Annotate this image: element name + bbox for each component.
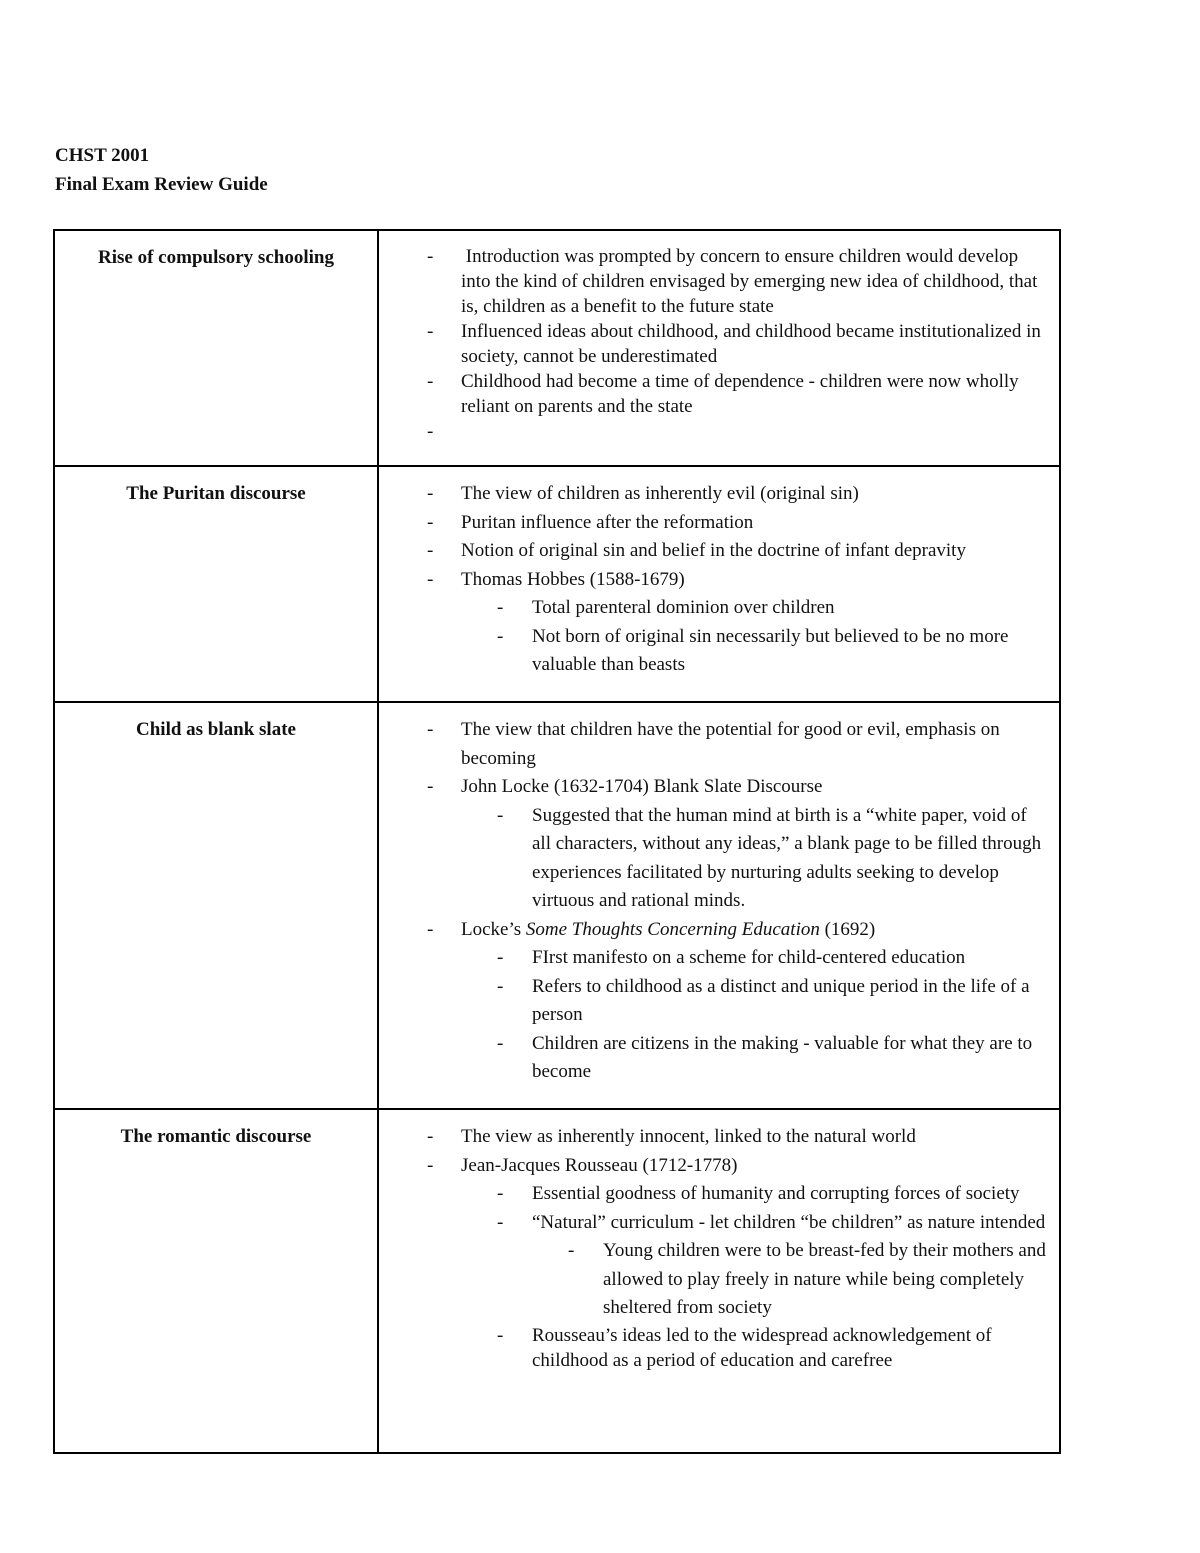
bullet-dash: - <box>427 246 434 267</box>
table-row <box>54 230 1060 466</box>
bullet-item <box>379 1030 1049 1087</box>
bullet-dash: - <box>497 1183 504 1204</box>
bullet-item <box>379 369 1049 419</box>
bullet-item <box>379 480 1049 509</box>
topic-label: The romantic discourse <box>120 1126 312 1147</box>
bullet-dash: - <box>497 1032 504 1054</box>
topic-label: Rise of compulsory schooling <box>98 247 334 268</box>
topic-cell <box>54 466 378 702</box>
bullet-dash: - <box>427 540 434 561</box>
bullet-dash: - <box>427 511 434 533</box>
course-code: CHST 2001 <box>55 145 150 166</box>
bullet-text: Childhood had become a time of dependence - children were now wholly reliant on parents and the state <box>461 371 1019 417</box>
bullet-text-pre: Locke’s <box>461 918 526 940</box>
bullet-text: Rousseau’s ideas led to the widespread acknowledgement of childhood as a period of education and carefree <box>532 1324 992 1371</box>
bullet-text: Not born of original sin necessarily but believed to be no more valuable than beasts <box>532 625 1009 675</box>
bullet-item <box>379 802 1049 916</box>
bullet-text: “Natural” curriculum - let children “be children” as nature intended <box>532 1211 1046 1233</box>
bullet-text: Young children were to be breast-fed by their mothers and allowed to play freely in nature while being completely sheltered from society <box>603 1240 1046 1318</box>
bullet-dash: - <box>427 483 434 504</box>
bullet-text: The view as inherently innocent, linked to the natural world <box>461 1126 916 1147</box>
bullet-dash: - <box>497 1324 504 1346</box>
document-title: Final Exam Review Guide <box>55 174 268 195</box>
bullet-item <box>379 1237 1049 1323</box>
bullet-text: Children are citizens in the making - valuable for what they are to become <box>532 1032 1033 1082</box>
notes-cell <box>378 230 1060 466</box>
bullet-item <box>379 419 1049 444</box>
bullet-text: Thomas Hobbes (1588-1679) <box>461 568 685 590</box>
bullet-dash: - <box>427 776 434 797</box>
bullet-text: John Locke (1632-1704) Blank Slate Discourse <box>461 776 823 797</box>
topic-label: Child as blank slate <box>136 719 296 740</box>
bullet-item <box>379 566 1049 595</box>
bullet-text: Refers to childhood as a distinct and unique period in the life of a person <box>532 975 1030 1025</box>
bullet-text: The view of children as inherently evil (original sin) <box>461 483 859 504</box>
bullet-dash: - <box>497 1211 504 1233</box>
bullet-dash: - <box>427 321 434 342</box>
bullet-dash: - <box>427 719 434 740</box>
table-row <box>54 1109 1060 1453</box>
bullet-item <box>379 1323 1049 1373</box>
document-header <box>55 141 268 199</box>
bullet-item <box>379 944 1049 973</box>
bullet-text: Essential goodness of humanity and corrupting forces of society <box>532 1183 1020 1204</box>
bullet-dash: - <box>427 1154 434 1176</box>
bullet-text: Puritan influence after the reformation <box>461 511 754 533</box>
bullet-item <box>379 916 1049 945</box>
notes-cell <box>378 466 1060 702</box>
bullet-dash: - <box>568 1240 575 1261</box>
bullet-text-post: (1692) <box>819 918 876 940</box>
bullet-text: Total parenteral dominion over children <box>532 597 835 618</box>
bullet-text: Jean-Jacques Rousseau (1712-1778) <box>461 1154 738 1176</box>
bullet-text: Introduction was prompted by concern to ensure children would develop into the kind of children envisaged by emerging new idea of childhood, that is, children as a benefit to the future state <box>461 246 1043 317</box>
bullet-text: Suggested that the human mind at birth is a “white paper, void of all characters, without any ideas,” a blank page to be filled through experiences facilitated by nurturing adults seeking to develop virtuous and rational minds. <box>532 804 1042 911</box>
bullet-item <box>379 973 1049 1030</box>
bullet-text: Influenced ideas about childhood, and childhood became institutionalized in society, cannot be underestimated <box>461 321 1041 367</box>
topic-cell <box>54 1109 378 1453</box>
table-row <box>54 466 1060 702</box>
book-title: Some Thoughts Concerning Education <box>525 918 820 940</box>
bullet-text: The view that children have the potential for good or evil, emphasis on becoming <box>461 719 1000 769</box>
bullet-dash: - <box>497 947 504 968</box>
bullet-item <box>379 594 1049 623</box>
bullet-text: FIrst manifesto on a scheme for child-centered education <box>532 947 966 968</box>
bullet-item <box>379 1123 1049 1152</box>
notes-cell <box>378 1109 1060 1453</box>
topic-label: The Puritan discourse <box>126 483 306 504</box>
bullet-dash: - <box>497 625 504 647</box>
bullet-dash: - <box>427 371 434 392</box>
review-table <box>53 229 1061 1454</box>
bullet-text: Notion of original sin and belief in the doctrine of infant depravity <box>461 540 966 561</box>
topic-cell <box>54 230 378 466</box>
bullet-dash: - <box>427 1126 434 1147</box>
bullet-dash: - <box>427 421 434 442</box>
bullet-dash: - <box>497 975 504 997</box>
bullet-item <box>379 1209 1049 1238</box>
bullet-item <box>379 537 1049 566</box>
bullet-dash: - <box>427 568 434 590</box>
bullet-item <box>379 1180 1049 1209</box>
bullet-item <box>379 244 1049 319</box>
bullet-item <box>379 1152 1049 1181</box>
notes-cell <box>378 702 1060 1109</box>
bullet-item <box>379 623 1049 680</box>
bullet-dash: - <box>427 918 434 940</box>
topic-cell <box>54 702 378 1109</box>
bullet-item <box>379 773 1049 802</box>
bullet-item <box>379 509 1049 538</box>
table-row <box>54 702 1060 1109</box>
bullet-item <box>379 716 1049 773</box>
bullet-item <box>379 319 1049 369</box>
bullet-dash: - <box>497 804 504 826</box>
bullet-dash: - <box>497 597 504 618</box>
